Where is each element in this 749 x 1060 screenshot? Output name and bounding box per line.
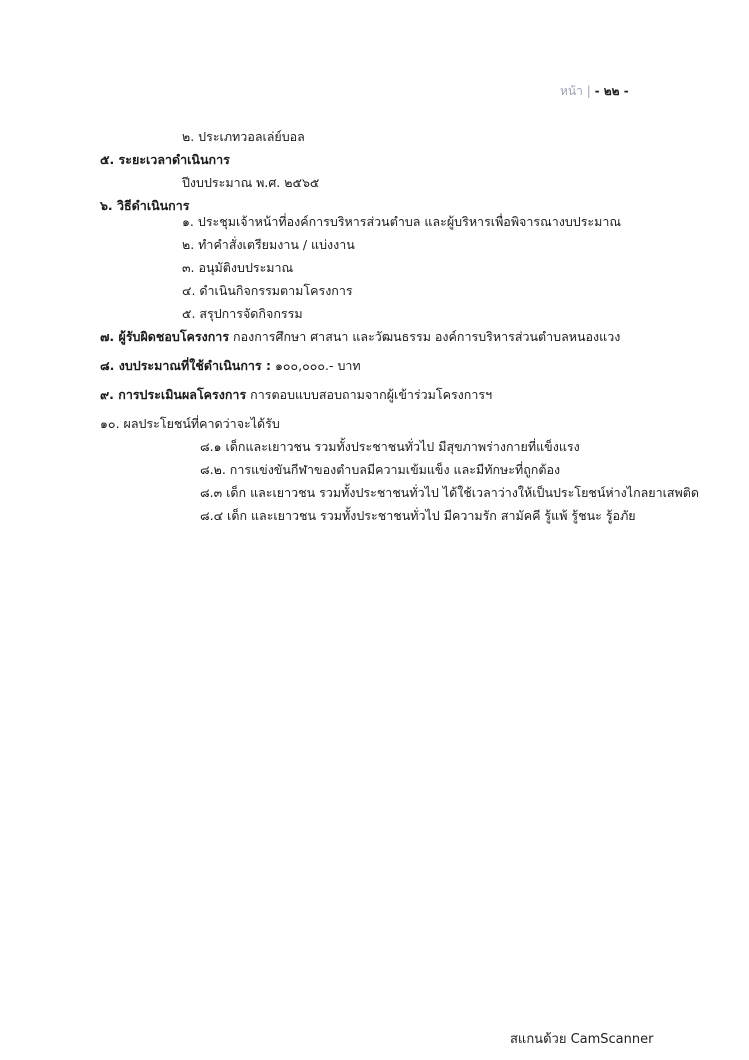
page-number: - ๒๒ - xyxy=(594,84,629,98)
benefit-1: ๘.๑ เด็กและเยาวชน รวมทั้งประชาชนทั่วไป มีสุขภาพร่างกายที่แข็งแรง xyxy=(200,439,580,454)
step-5: ๕. สรุปการจัดกิจกรรม xyxy=(182,306,303,321)
page-number-header xyxy=(560,82,629,101)
fiscal-year: ปีงบประมาณ พ.ศ. ๒๕๖๕ xyxy=(182,175,320,190)
section-9-heading: ๙. การประเมินผลโครงการ xyxy=(100,387,247,402)
benefit-2: ๘.๒. การแข่งขันกีฬาของตำบลมีความเข้มแข็ง และมีทักษะที่ถูกต้อง xyxy=(200,462,561,477)
section-8 xyxy=(100,357,361,375)
section-8-heading: ๘. งบประมาณที่ใช้ดำเนินการ : xyxy=(100,358,271,373)
step-3: ๓. อนุมัติงบประมาณ xyxy=(182,260,294,275)
step-4: ๔. ดำเนินกิจกรรมตามโครงการ xyxy=(182,283,353,298)
camscanner-footer: สแกนด้วย CamScanner xyxy=(510,1032,654,1047)
sport-type-volleyball: ๒. ประเภทวอลเล่ย์บอล xyxy=(182,129,305,144)
section-8-text: ๑๐๐,๐๐๐.- บาท xyxy=(274,358,361,373)
benefit-3: ๘.๓ เด็ก และเยาวชน รวมทั้งประชาชนทั่วไป ได้ใช้เวลาว่างให้เป็นประโยชน์ห่างไกลยาเสพติด xyxy=(200,485,700,500)
section-6-heading: ๖. วิธีดำเนินการ xyxy=(100,198,190,213)
step-1: ๑. ประชุมเจ้าหน้าที่องค์การบริหารส่วนตำบล และผู้บริหารเพื่อพิจารณางบประมาณ xyxy=(182,214,621,229)
page-separator: | xyxy=(586,84,591,98)
section-7-heading: ๗. ผู้รับผิดชอบโครงการ xyxy=(100,329,230,344)
section-5-heading: ๕. ระยะเวลาดำเนินการ xyxy=(100,152,230,167)
section-9 xyxy=(100,386,492,404)
section-10-heading: ๑๐. ผลประโยชน์ที่คาดว่าจะได้รับ xyxy=(100,416,280,431)
page-label: หน้า xyxy=(560,84,583,98)
section-7-text: กองการศึกษา ศาสนา และวัฒนธรรม องค์การบริหารส่วนตำบลหนองแวง xyxy=(233,329,621,344)
section-9-text: การตอบแบบสอบถามจากผู้เข้าร่วมโครงการฯ xyxy=(250,387,493,402)
step-2: ๒. ทำคำสั่งเตรียมงาน / แบ่งงาน xyxy=(182,237,355,252)
benefit-4: ๘.๔ เด็ก และเยาวชน รวมทั้งประชาชนทั่วไป มีความรัก สามัคคี รู้แพ้ รู้ชนะ รู้อภัย xyxy=(200,508,636,523)
section-7 xyxy=(100,328,620,346)
